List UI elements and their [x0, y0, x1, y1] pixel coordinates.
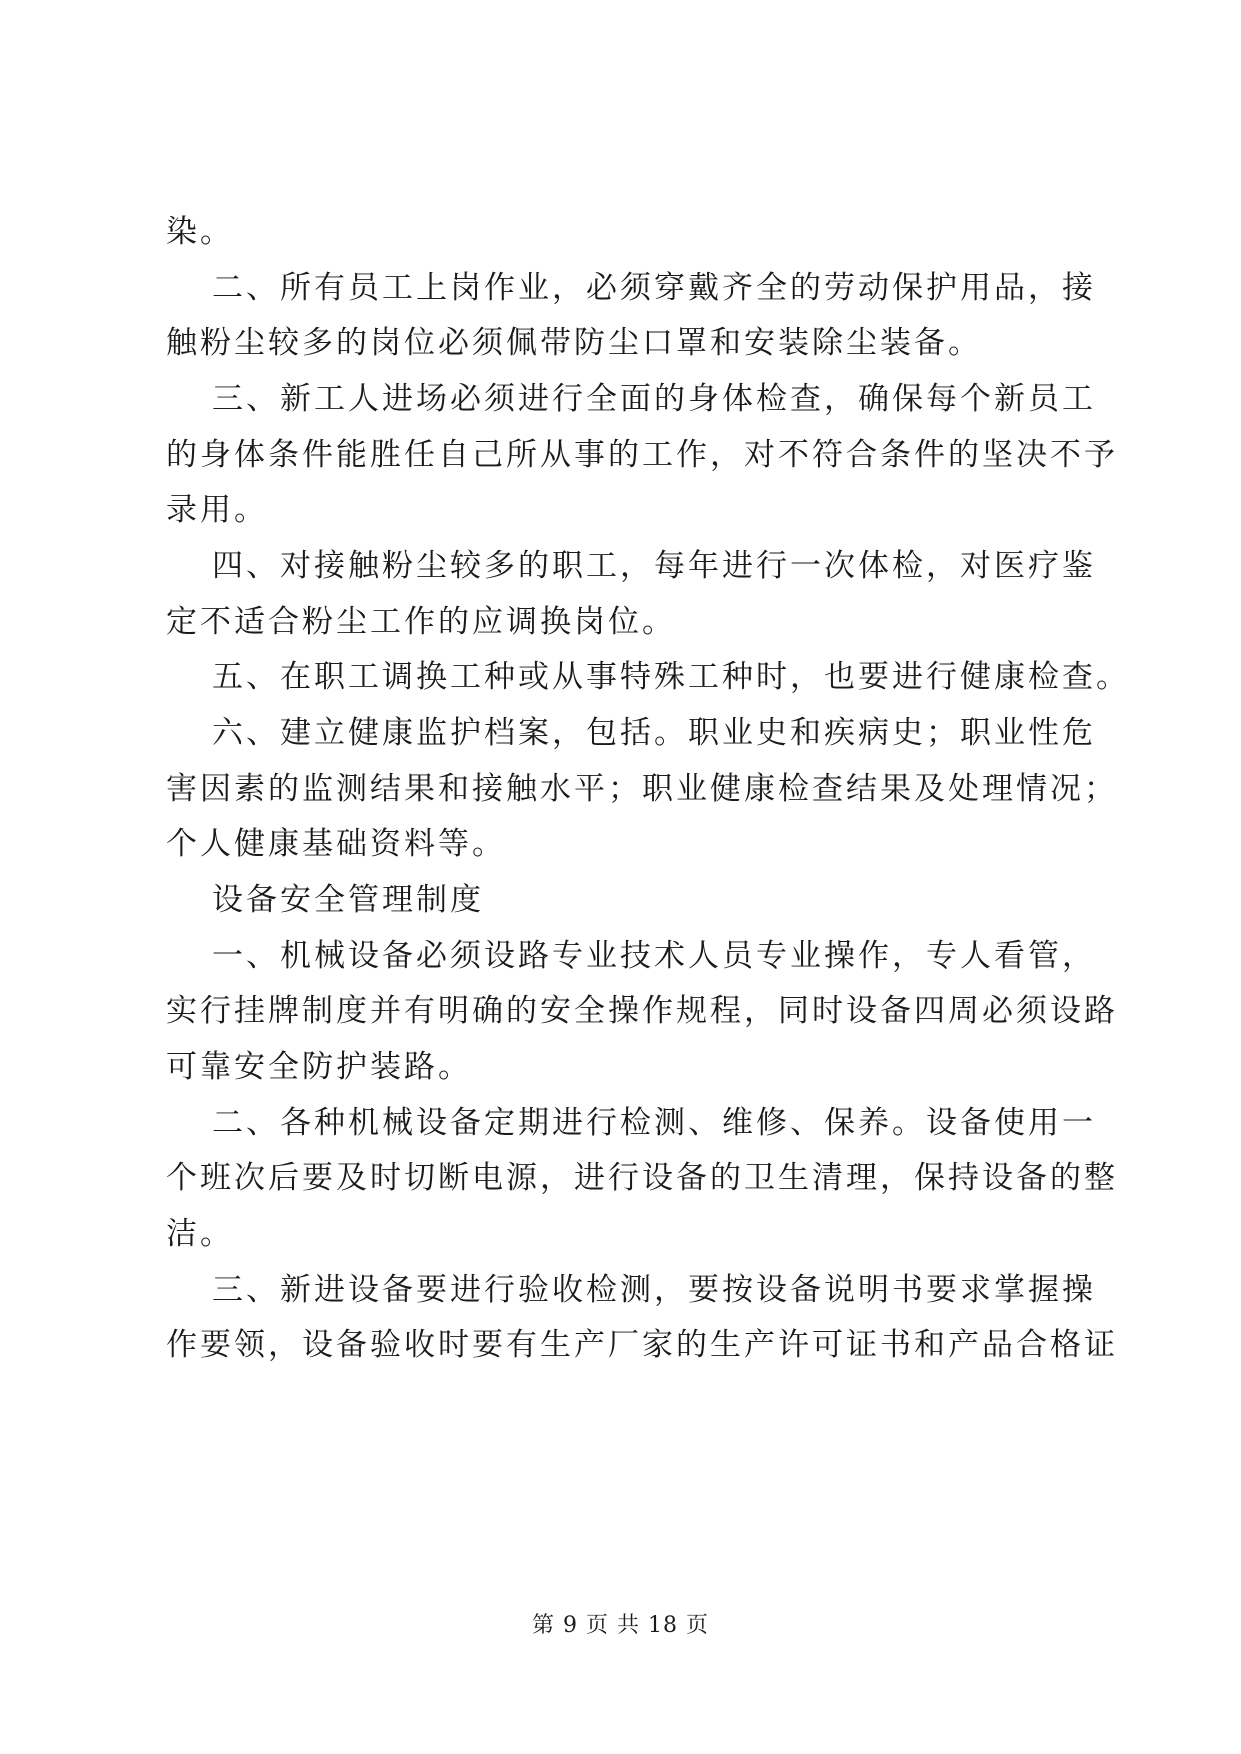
- paragraph-line: 五、在职工调换工种或从事特殊工种时，也要进行健康检查。: [212, 659, 1130, 695]
- text-line: 实行挂牌制度并有明确的安全操作规程，同时设备四周必须设路: [166, 993, 1118, 1029]
- paragraph-line: 三、新工人进场必须进行全面的身体检查，确保每个新员工: [212, 381, 1096, 417]
- text-line: 染。: [166, 214, 234, 250]
- section-heading: 设备安全管理制度: [212, 882, 484, 918]
- paragraph-line: 二、各种机械设备定期进行检测、维修、保养。设备使用一: [212, 1105, 1096, 1141]
- paragraph-line: 三、新进设备要进行验收检测，要按设备说明书要求掌握操: [212, 1272, 1096, 1308]
- text-line: 个人健康基础资料等。: [166, 826, 506, 862]
- text-line: 录用。: [166, 492, 268, 528]
- text-line: 洁。: [166, 1216, 234, 1252]
- text-line: 个班次后要及时切断电源，进行设备的卫生清理，保持设备的整: [166, 1160, 1118, 1196]
- text-line: 定不适合粉尘工作的应调换岗位。: [166, 604, 676, 640]
- paragraph-line: 一、机械设备必须设路专业技术人员专业操作，专人看管，: [212, 938, 1096, 974]
- text-line: 可靠安全防护装路。: [166, 1049, 472, 1085]
- page-number-footer: 第 9 页 共 18 页: [532, 1613, 709, 1638]
- text-line: 作要领，设备验收时要有生产厂家的生产许可证书和产品合格证: [166, 1327, 1118, 1363]
- text-line: 害因素的监测结果和接触水平；职业健康检查结果及处理情况；: [166, 771, 1118, 807]
- paragraph-line: 六、建立健康监护档案，包括。职业史和疾病史；职业性危: [212, 715, 1096, 751]
- text-line: 的身体条件能胜任自己所从事的工作，对不符合条件的坚决不予: [166, 437, 1118, 473]
- text-line: 触粉尘较多的岗位必须佩带防尘口罩和安装除尘装备。: [166, 325, 982, 361]
- paragraph-line: 二、所有员工上岗作业，必须穿戴齐全的劳动保护用品，接: [212, 270, 1096, 306]
- paragraph-line: 四、对接触粉尘较多的职工，每年进行一次体检，对医疗鉴: [212, 548, 1096, 584]
